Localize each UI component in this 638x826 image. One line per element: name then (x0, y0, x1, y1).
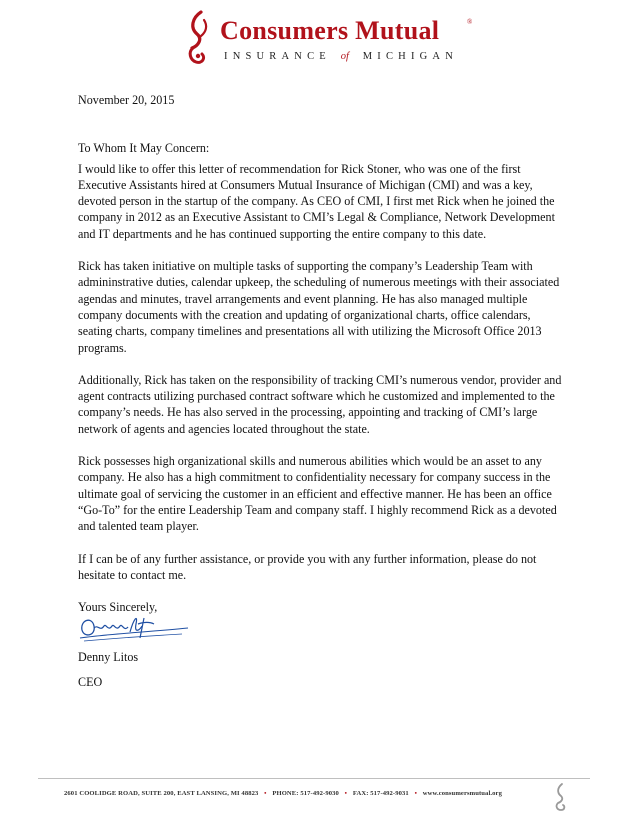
paragraph-skills: Rick possesses high organizational skills and numerous abilities which would be an asset to any company. He also has a high commitment to confidentiality necessary for company success in the ultimate goal of servicing the customer in an efficient and effective manner. He has been an office “Go-To” for the entire Leadership Team and company staff. I highly recommend Rick as a devoted and talented team player. (78, 454, 557, 534)
signer-title: CEO (78, 675, 103, 689)
paragraph-intro: I would like to offer this letter of recommendation for Rick Stoner, who was one of the first Executive Assistants hired at Consumers Mutual Insurance of Michigan (CMI) and was a key, devoted person in the startup of the company. As CEO of CMI, I first met Rick when he joined the company in 2012 as an Executive Assistant to CMI’s Legal & Compliance, Network Development and IT departments and he has continued supporting the entire company to this date. (78, 161, 555, 241)
registered-mark: ® (467, 18, 473, 26)
subtitle-insurance: INSURANCE (224, 51, 331, 62)
footer-separator: • (414, 790, 417, 797)
letter-date: November 20, 2015 (78, 93, 175, 107)
footer-fax-label: FAX: (352, 790, 369, 797)
footer-swirl-logo-icon (553, 782, 569, 812)
footer-divider (38, 778, 590, 779)
paragraph-contact: If I can be of any further assistance, or provide you with any further information, please do not hesitate to contact me. (78, 551, 537, 582)
footer-phone: 517-492-9030 (300, 790, 339, 797)
signature-image (78, 608, 190, 646)
salutation: To Whom It May Concern: (78, 141, 210, 156)
letter-body (78, 92, 564, 615)
paragraph-contracts: Additionally, Rick has taken on the responsibility of tracking CMI’s numerous vendor, provider and agent contracts utilizing purchased contract software which he customized and implemented to the company’s needs. He has also served in the processing, appointing and tracking of CMI’s large network of agents and agencies located throughout the state. (78, 372, 562, 436)
footer-separator: • (344, 790, 348, 797)
footer-phone-label: PHONE: (272, 790, 299, 797)
company-subtitle (224, 51, 458, 62)
footer-website: www.consumersmutual.org (422, 790, 502, 797)
subtitle-michigan: MICHIGAN (362, 51, 458, 62)
footer-separator: • (264, 790, 267, 797)
closing: Yours Sincerely, (78, 600, 158, 615)
paragraph-duties: Rick has taken initiative on multiple tasks of supporting the company’s Leadership Team with admininstrative duties, calendar upkeep, the scheduling of numerous meetings with their associated agendas and minutes, travel arrangements and event planning. He has also managed multiple company documents with the creation and updating of organizational charts, office calendars, seating charts, company timelines and presentations all with utilizing the Microsoft Office 2013 programs. (78, 259, 560, 355)
footer-address-line (64, 790, 544, 797)
company-name: Consumers Mutual (220, 16, 440, 45)
flame-swirl-logo-icon (184, 8, 214, 68)
footer-address: 2601 COOLIDGE ROAD, SUITE 200, EAST LANSING, MI 48823 (64, 790, 259, 797)
company-logo (184, 8, 484, 70)
signer-name: Denny Litos (78, 650, 139, 664)
footer-fax: 517-492-9031 (370, 790, 409, 797)
subtitle-of: of (340, 51, 349, 62)
